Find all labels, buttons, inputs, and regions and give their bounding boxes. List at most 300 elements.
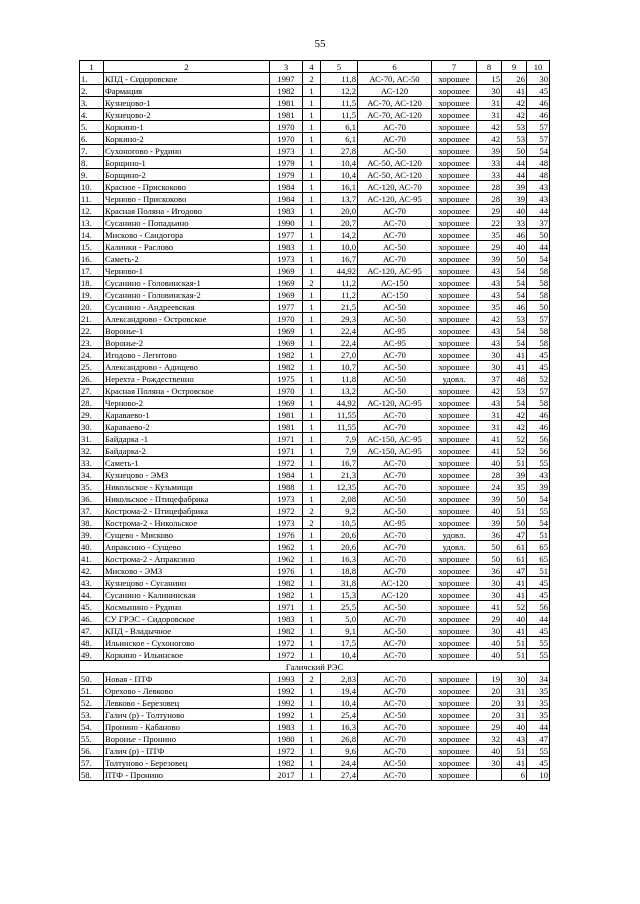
cell-col-9: 46: [502, 229, 527, 241]
cell-col-2: Пронино - Кабаново: [104, 721, 270, 733]
cell-col-5: 10,4: [321, 157, 358, 169]
cell-col-9: 50: [502, 145, 527, 157]
cell-col-10: 58: [527, 397, 550, 409]
cell-col-7: хорошее: [432, 685, 477, 697]
cell-col-10: 48: [527, 169, 550, 181]
cell-col-7: хорошее: [432, 157, 477, 169]
cell-col-1: 22.: [80, 325, 104, 337]
cell-col-3: 1970: [270, 385, 303, 397]
cell-col-8: 43: [477, 265, 502, 277]
cell-col-1: 12.: [80, 205, 104, 217]
cell-col-10: 56: [527, 433, 550, 445]
cell-col-5: 20,7: [321, 217, 358, 229]
cell-col-10: 58: [527, 289, 550, 301]
cell-col-3: 1969: [270, 337, 303, 349]
cell-col-3: 1982: [270, 577, 303, 589]
cell-col-3: 1972: [270, 745, 303, 757]
cell-col-9: 40: [502, 241, 527, 253]
cell-col-8: 39: [477, 493, 502, 505]
cell-col-7: хорошее: [432, 613, 477, 625]
cell-col-9: 47: [502, 529, 527, 541]
cell-col-8: 30: [477, 361, 502, 373]
cell-col-8: 20: [477, 685, 502, 697]
cell-col-4: 4: [303, 61, 321, 73]
cell-col-1: 4.: [80, 109, 104, 121]
cell-col-4: 1: [303, 685, 321, 697]
cell-col-7: хорошее: [432, 445, 477, 457]
cell-col-4: 1: [303, 445, 321, 457]
cell-col-5: 10,4: [321, 169, 358, 181]
table-row: [80, 733, 550, 745]
cell-col-10: 44: [527, 205, 550, 217]
cell-col-7: хорошее: [432, 361, 477, 373]
cell-col-6: АС-70: [358, 673, 432, 685]
cell-col-5: 26,8: [321, 733, 358, 745]
cell-col-6: АС-50: [358, 709, 432, 721]
table-row: [80, 637, 550, 649]
cell-col-3: 1973: [270, 493, 303, 505]
cell-col-1: 3.: [80, 97, 104, 109]
table-row: [80, 769, 550, 781]
cell-col-1: 53.: [80, 709, 104, 721]
table-row: [80, 109, 550, 121]
cell-col-1: 56.: [80, 745, 104, 757]
cell-col-7: хорошее: [432, 625, 477, 637]
table-row: [80, 493, 550, 505]
cell-col-9: 42: [502, 97, 527, 109]
cell-col-8: 31: [477, 409, 502, 421]
table-row: [80, 517, 550, 529]
cell-col-10: 45: [527, 85, 550, 97]
cell-col-2: Кузнецово-2: [104, 109, 270, 121]
cell-col-6: АС-120, АС-70: [358, 181, 432, 193]
cell-col-10: 43: [527, 193, 550, 205]
cell-col-8: 42: [477, 313, 502, 325]
cell-col-5: 25,4: [321, 709, 358, 721]
cell-col-10: 46: [527, 109, 550, 121]
cell-col-4: 1: [303, 565, 321, 577]
cell-col-9: 41: [502, 589, 527, 601]
cell-col-4: 1: [303, 757, 321, 769]
cell-col-10: 55: [527, 745, 550, 757]
cell-col-8: 30: [477, 757, 502, 769]
cell-col-6: АС-70: [358, 733, 432, 745]
cell-col-1: 28.: [80, 397, 104, 409]
cell-col-7: хорошее: [432, 169, 477, 181]
cell-col-5: 16,3: [321, 553, 358, 565]
cell-col-6: 6: [358, 61, 432, 73]
power-lines-table: [79, 60, 550, 781]
cell-col-2: Калинки - Раслово: [104, 241, 270, 253]
table-row: [80, 601, 550, 613]
cell-col-10: 47: [527, 733, 550, 745]
cell-col-7: хорошее: [432, 757, 477, 769]
cell-col-8: 40: [477, 745, 502, 757]
cell-col-10: 56: [527, 445, 550, 457]
table-row: [80, 217, 550, 229]
cell-col-2: Черново-1: [104, 265, 270, 277]
cell-col-6: АС-50: [358, 373, 432, 385]
cell-col-1: 21.: [80, 313, 104, 325]
cell-col-5: 11,2: [321, 289, 358, 301]
cell-col-4: 1: [303, 361, 321, 373]
cell-col-9: 51: [502, 505, 527, 517]
cell-col-9: 51: [502, 649, 527, 661]
cell-col-1: 45.: [80, 601, 104, 613]
cell-col-2: Воронье-1: [104, 325, 270, 337]
cell-col-2: Кузнецово - ЭМЗ: [104, 469, 270, 481]
cell-col-2: 2: [104, 61, 270, 73]
cell-col-7: хорошее: [432, 337, 477, 349]
cell-col-10: 35: [527, 709, 550, 721]
cell-col-8: 29: [477, 241, 502, 253]
cell-col-3: 1970: [270, 133, 303, 145]
cell-col-4: 1: [303, 637, 321, 649]
cell-col-2: КПД - Сидоровское: [104, 73, 270, 85]
cell-col-5: 11,55: [321, 409, 358, 421]
cell-col-10: 46: [527, 97, 550, 109]
cell-col-6: АС-50: [358, 601, 432, 613]
cell-col-7: хорошее: [432, 145, 477, 157]
cell-col-1: 29.: [80, 409, 104, 421]
table-row: [80, 721, 550, 733]
cell-col-2: Сусанино - Попадьино: [104, 217, 270, 229]
cell-col-1: 34.: [80, 469, 104, 481]
table-row: [80, 613, 550, 625]
table-row: [80, 325, 550, 337]
cell-col-7: хорошее: [432, 253, 477, 265]
cell-col-9: 54: [502, 265, 527, 277]
cell-col-2: Красная Поляна - Островское: [104, 385, 270, 397]
cell-col-2: Байдарка-2: [104, 445, 270, 457]
cell-col-5: 10,4: [321, 697, 358, 709]
cell-col-8: 43: [477, 325, 502, 337]
cell-col-1: 55.: [80, 733, 104, 745]
table-row: [80, 709, 550, 721]
cell-col-6: АС-70: [358, 133, 432, 145]
cell-col-6: АС-70: [358, 553, 432, 565]
cell-col-6: АС-50, АС-120: [358, 157, 432, 169]
cell-col-5: 2,83: [321, 673, 358, 685]
cell-col-5: 27,4: [321, 769, 358, 781]
cell-col-5: 10,0: [321, 241, 358, 253]
cell-col-2: Красное - Прискоково: [104, 181, 270, 193]
cell-col-6: АС-70: [358, 541, 432, 553]
cell-col-4: 1: [303, 181, 321, 193]
cell-col-7: хорошее: [432, 409, 477, 421]
table-row: [80, 385, 550, 397]
cell-col-2: Никольское - Кузьмищи: [104, 481, 270, 493]
cell-col-9: 39: [502, 193, 527, 205]
cell-col-8: 41: [477, 445, 502, 457]
cell-col-6: АС-70: [358, 565, 432, 577]
cell-col-3: 1990: [270, 217, 303, 229]
cell-col-3: 1982: [270, 589, 303, 601]
cell-col-2: Сущево - Мисково: [104, 529, 270, 541]
cell-col-2: Коркино-1: [104, 121, 270, 133]
cell-col-1: 52.: [80, 697, 104, 709]
cell-col-8: 28: [477, 181, 502, 193]
cell-col-4: 1: [303, 409, 321, 421]
cell-col-1: 46.: [80, 613, 104, 625]
table-row: [80, 505, 550, 517]
cell-col-3: 1982: [270, 361, 303, 373]
cell-col-8: 35: [477, 229, 502, 241]
cell-col-1: 24.: [80, 349, 104, 361]
cell-col-4: 1: [303, 253, 321, 265]
cell-col-4: 1: [303, 133, 321, 145]
cell-col-9: 31: [502, 709, 527, 721]
cell-col-10: 45: [527, 589, 550, 601]
cell-col-3: 1972: [270, 457, 303, 469]
cell-col-3: 1973: [270, 517, 303, 529]
cell-col-1: 23.: [80, 337, 104, 349]
cell-col-5: 19,4: [321, 685, 358, 697]
cell-col-4: 2: [303, 517, 321, 529]
cell-col-10: 58: [527, 337, 550, 349]
cell-col-9: 50: [502, 517, 527, 529]
table-row: [80, 541, 550, 553]
cell-col-4: 1: [303, 745, 321, 757]
cell-col-5: 7,9: [321, 445, 358, 457]
cell-col-6: АС-70: [358, 769, 432, 781]
cell-col-9: 52: [502, 433, 527, 445]
table-row: [80, 421, 550, 433]
cell-col-3: 1982: [270, 757, 303, 769]
cell-col-3: 1975: [270, 373, 303, 385]
cell-col-6: АС-95: [358, 325, 432, 337]
cell-col-9: 54: [502, 289, 527, 301]
cell-col-3: 1992: [270, 709, 303, 721]
cell-col-4: 2: [303, 505, 321, 517]
cell-col-4: 1: [303, 553, 321, 565]
table-row: [80, 577, 550, 589]
cell-col-2: Черново - Прискоково: [104, 193, 270, 205]
cell-col-9: 41: [502, 757, 527, 769]
cell-col-2: Коркино - Ильинское: [104, 649, 270, 661]
cell-col-2: Черново-2: [104, 397, 270, 409]
cell-col-2: Саметь-1: [104, 457, 270, 469]
cell-col-7: хорошее: [432, 637, 477, 649]
cell-col-8: 30: [477, 85, 502, 97]
cell-col-8: 42: [477, 133, 502, 145]
cell-col-3: 1993: [270, 673, 303, 685]
cell-col-7: хорошее: [432, 325, 477, 337]
cell-col-5: 18,8: [321, 565, 358, 577]
cell-col-4: 1: [303, 625, 321, 637]
cell-col-6: АС-95: [358, 337, 432, 349]
cell-col-1: 14.: [80, 229, 104, 241]
cell-col-6: АС-150, АС-95: [358, 445, 432, 457]
cell-col-7: хорошее: [432, 205, 477, 217]
cell-col-5: 20,6: [321, 529, 358, 541]
cell-col-9: 41: [502, 625, 527, 637]
cell-col-6: АС-70: [358, 481, 432, 493]
table-row: [80, 685, 550, 697]
cell-col-2: Кострома-2 - Апраксино: [104, 553, 270, 565]
cell-col-3: 1982: [270, 625, 303, 637]
cell-col-6: АС-50: [358, 757, 432, 769]
cell-col-3: 1972: [270, 505, 303, 517]
cell-col-1: 50.: [80, 673, 104, 685]
cell-col-1: 39.: [80, 529, 104, 541]
cell-col-3: 1992: [270, 685, 303, 697]
cell-col-3: 1969: [270, 277, 303, 289]
cell-col-8: 41: [477, 601, 502, 613]
cell-col-2: Кузнецово-1: [104, 97, 270, 109]
cell-col-7: хорошее: [432, 769, 477, 781]
cell-col-9: 41: [502, 361, 527, 373]
cell-col-6: АС-50: [358, 313, 432, 325]
cell-col-5: 16,7: [321, 253, 358, 265]
cell-col-10: 43: [527, 181, 550, 193]
cell-col-8: 30: [477, 589, 502, 601]
cell-col-9: 54: [502, 397, 527, 409]
cell-col-1: 49.: [80, 649, 104, 661]
cell-col-7: хорошее: [432, 133, 477, 145]
cell-col-6: АС-150, АС-95: [358, 433, 432, 445]
cell-col-2: Кострома-2 - Птицефабрика: [104, 505, 270, 517]
cell-col-2: Воронье - Пронино: [104, 733, 270, 745]
cell-col-8: 40: [477, 457, 502, 469]
cell-col-4: 1: [303, 193, 321, 205]
table-row: [80, 169, 550, 181]
cell-col-7: хорошее: [432, 733, 477, 745]
cell-col-10: 44: [527, 613, 550, 625]
table-row: [80, 337, 550, 349]
cell-col-1: 20.: [80, 301, 104, 313]
cell-col-5: 27,0: [321, 349, 358, 361]
cell-col-6: АС-120: [358, 589, 432, 601]
cell-col-1: 43.: [80, 577, 104, 589]
cell-col-1: 11.: [80, 193, 104, 205]
cell-col-4: 1: [303, 229, 321, 241]
cell-col-10: 56: [527, 601, 550, 613]
cell-col-5: 11,55: [321, 421, 358, 433]
cell-col-4: 1: [303, 649, 321, 661]
cell-col-2: Александрово - Островское: [104, 313, 270, 325]
cell-col-1: 1.: [80, 73, 104, 85]
cell-col-4: 1: [303, 217, 321, 229]
cell-col-1: 26.: [80, 373, 104, 385]
cell-col-3: 1976: [270, 565, 303, 577]
cell-col-4: 2: [303, 673, 321, 685]
cell-col-8: 40: [477, 649, 502, 661]
cell-col-10: 34: [527, 673, 550, 685]
cell-col-8: 39: [477, 253, 502, 265]
cell-col-1: 25.: [80, 361, 104, 373]
cell-col-7: хорошее: [432, 181, 477, 193]
cell-col-2: Караваево-2: [104, 421, 270, 433]
cell-col-1: 18.: [80, 277, 104, 289]
cell-col-6: АС-50, АС-120: [358, 169, 432, 181]
cell-col-4: 2: [303, 277, 321, 289]
cell-col-10: 37: [527, 217, 550, 229]
cell-col-7: удовл.: [432, 529, 477, 541]
cell-col-8: 36: [477, 565, 502, 577]
cell-col-8: 20: [477, 697, 502, 709]
cell-col-4: 1: [303, 397, 321, 409]
cell-col-7: хорошее: [432, 433, 477, 445]
cell-col-6: АС-50: [358, 493, 432, 505]
cell-col-1: 58.: [80, 769, 104, 781]
cell-col-9: 46: [502, 301, 527, 313]
table-row: [80, 649, 550, 661]
cell-col-10: 58: [527, 265, 550, 277]
cell-col-7: хорошее: [432, 121, 477, 133]
cell-col-8: 50: [477, 541, 502, 553]
cell-col-4: 1: [303, 697, 321, 709]
cell-col-10: 57: [527, 313, 550, 325]
table-row: [80, 481, 550, 493]
cell-col-4: 2: [303, 73, 321, 85]
cell-col-2: Сусанино - Андреевская: [104, 301, 270, 313]
cell-col-9: 9: [502, 61, 527, 73]
cell-col-2: Космынино - Рудино: [104, 601, 270, 613]
cell-col-8: 31: [477, 97, 502, 109]
cell-col-3: 1970: [270, 121, 303, 133]
cell-col-9: 61: [502, 541, 527, 553]
cell-col-8: 28: [477, 469, 502, 481]
cell-col-4: 1: [303, 601, 321, 613]
cell-col-5: 11,8: [321, 373, 358, 385]
cell-col-2: Ильинское - Сухоногово: [104, 637, 270, 649]
cell-col-8: 28: [477, 193, 502, 205]
cell-col-8: 40: [477, 637, 502, 649]
cell-col-9: 41: [502, 577, 527, 589]
cell-col-4: 1: [303, 121, 321, 133]
table-row: [80, 193, 550, 205]
cell-col-10: 44: [527, 721, 550, 733]
cell-col-1: 19.: [80, 289, 104, 301]
table-row: [80, 373, 550, 385]
cell-col-2: Сусанино - Головинская-2: [104, 289, 270, 301]
cell-col-3: 1969: [270, 265, 303, 277]
table-row: [80, 745, 550, 757]
cell-col-4: 1: [303, 109, 321, 121]
cell-col-6: АС-120, АС-95: [358, 265, 432, 277]
cell-col-9: 50: [502, 253, 527, 265]
cell-col-9: 51: [502, 457, 527, 469]
cell-col-9: 41: [502, 85, 527, 97]
cell-col-6: АС-70: [358, 697, 432, 709]
cell-col-7: хорошее: [432, 421, 477, 433]
cell-col-8: 22: [477, 217, 502, 229]
cell-col-10: 46: [527, 421, 550, 433]
cell-col-5: 15,3: [321, 589, 358, 601]
cell-col-10: 45: [527, 349, 550, 361]
cell-col-3: 1970: [270, 313, 303, 325]
cell-col-2: КПД - Владычное: [104, 625, 270, 637]
cell-col-1: 37.: [80, 505, 104, 517]
cell-col-10: 58: [527, 277, 550, 289]
cell-col-5: 9,2: [321, 505, 358, 517]
cell-col-2: Толтуново - Березовец: [104, 757, 270, 769]
cell-col-9: 40: [502, 613, 527, 625]
cell-col-9: 52: [502, 601, 527, 613]
cell-col-2: Кострома-2 - Никольское: [104, 517, 270, 529]
cell-col-2: Коркино-2: [104, 133, 270, 145]
cell-col-1: 57.: [80, 757, 104, 769]
cell-col-3: 1971: [270, 445, 303, 457]
table-row: [80, 241, 550, 253]
cell-col-3: 1983: [270, 205, 303, 217]
cell-col-1: 36.: [80, 493, 104, 505]
table-row: [80, 565, 550, 577]
cell-col-6: АС-50: [358, 301, 432, 313]
cell-col-5: 2,08: [321, 493, 358, 505]
cell-col-2: Новая - ПТФ: [104, 673, 270, 685]
